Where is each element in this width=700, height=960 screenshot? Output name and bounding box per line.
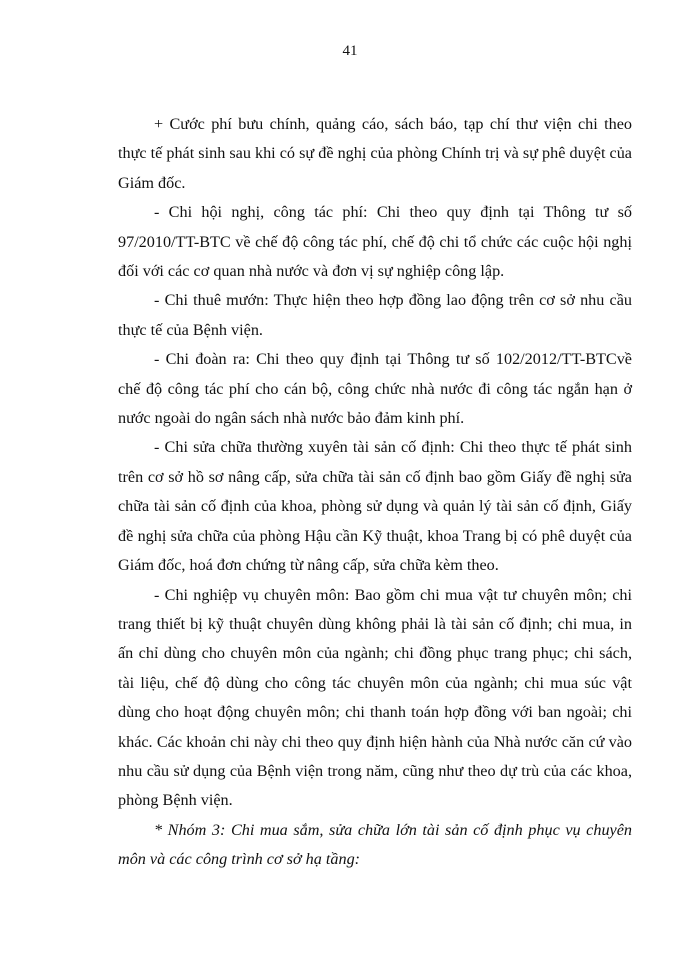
group-3-heading: * Nhóm 3: Chi mua sắm, sửa chữa lớn tài sản cố định phục vụ chuyên môn và các công trình cơ sở hạ tầng: [118,820,632,869]
paragraph-hiring: - Chi thuê mướn: Thực hiện theo hợp đồng lao động trên cơ sở nhu cầu thực tế của Bệnh viện. [118,291,632,339]
page-number: 41 [342,43,358,59]
paragraph-professional-expenses: - Chi nghiệp vụ chuyên môn: Bao gồm chi mua vật tư chuyên môn; chi trang thiết bị kỹ thuật chuyên dùng không phải là tài sản cố định; chi mua, in ấn chỉ dùng cho chuyên môn của ngành; chi đồng phục trang phục; chi sách, tài liệu, chế độ dùng cho công tác chuyên môn của ngành; chi mua súc vật dùng cho hoạt động chuyên môn; chi thanh toán hợp đồng với ban ngoài; chi khác. Các khoản chi này chi theo quy định hiện hành của Nhà nước căn cứ vào nhu cầu sử dụng của Bệnh viện trong năm, cũng như theo dự trù của các khoa, phòng Bệnh viện. [118,585,632,810]
paragraph-outbound-delegation: - Chi đoàn ra: Chi theo quy định tại Thông tư số 102/2012/TT-BTCvề chế độ công tác phí cho cán bộ, công chức nhà nước đi công tác ngắn hạn ở nước ngoài do ngân sách nhà nước bảo đảm kinh phí. [118,350,632,428]
paragraph-regular-repair: - Chi sửa chữa thường xuyên tài sản cố định: Chi theo thực tế phát sinh trên cơ sở hồ sơ nâng cấp, sửa chữa tài sản cố định bao gồm Giấy đề nghị sửa chữa tài sản cố định của khoa, phòng sử dụng và quản lý tài sản cố định, Giấy đề nghị sửa chữa của phòng Hậu cần Kỹ thuật, khoa Trang bị có phê duyệt của Giám đốc, hoá đơn chứng từ nâng cấp, sửa chữa kèm theo. [118,438,632,575]
document-body [118,110,632,875]
paragraph-conference-travel: - Chi hội nghị, công tác phí: Chi theo quy định tại Thông tư số 97/2010/TT-BTC về chế độ công tác phí, chế độ chi tổ chức các cuộc hội nghị đối với các cơ quan nhà nước và đơn vị sự nghiệp công lập. [118,203,632,281]
paragraph-postal-advertising: + Cước phí bưu chính, quảng cáo, sách báo, tạp chí thư viện chi theo thực tế phát sinh sau khi có sự đề nghị của phòng Chính trị và sự phê duyệt của Giám đốc. [118,115,632,192]
